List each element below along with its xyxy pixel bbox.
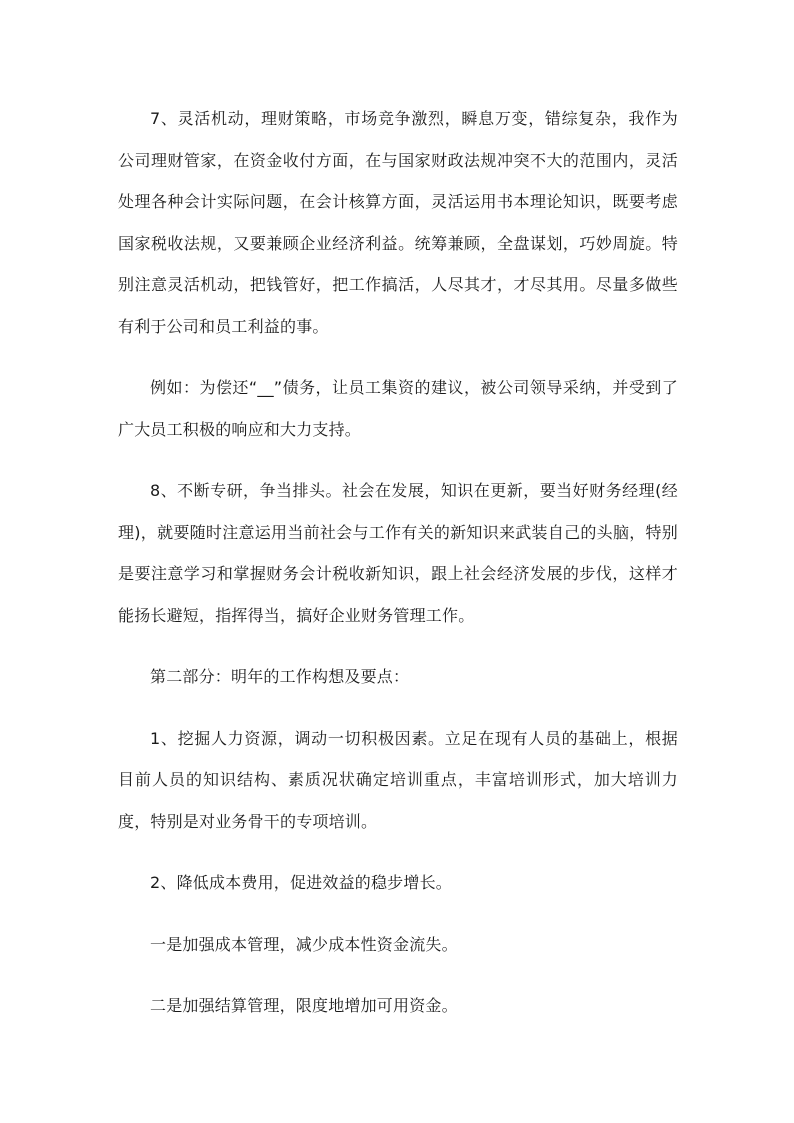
paragraph-gap [118,636,678,656]
paragraph-gap [118,450,678,470]
paragraph-reduce-costs: 2、降低成本费用，促进效益的稳步增长。 [150,873,452,892]
paragraph-settlement-management: 二是加强结算管理，限度地增加可用资金。 [150,996,458,1015]
paragraph-cost-management: 一是加强成本管理，减少成本性资金流失。 [150,934,458,954]
paragraph-human-resources: 1、挖掘人力资源，调动一切积极因素。立足在现有人员的基础上，根据目前人员的知识结构、素质况状确定培训重点，丰富培训形式，加大培训力度，特别是对业务骨干的专项培训。 [118,728,678,831]
paragraph-gap [118,842,678,862]
paragraph-gap [118,347,678,367]
paragraph-flexible-finance: 7、灵活机动，理财策略，市场竞争激烈，瞬息万变，错综复杂，我作为公司理财管家，在资金收付方面，在与国家财政法规冲突不大的范围内，灵活处理各种会计实际问题，在会计核算方面，灵活运用书本理论知识，既要考虑国家税收法规，又要兼顾企业经济利益。统筹兼顾，全盘谋划，巧妙周旋。特别注意灵活机动，把钱管好，把工作搞活，人尽其才，才尽其用。尽量多做些有利于公司和员工利益的事。 [118,109,678,336]
paragraph-continuous-study: 8、不断专研，争当排头。社会在发展，知识在更新，要当好财务经理(经理)，就要随时注意运用当前社会与工作有关的新知识来武装自己的头脑，特别是要注意学习和掌握财务会计税收新知识，跟上社会经济发展的步伐，这样才能扬长避短，指挥得当，搞好企业财务管理工作。 [118,481,678,625]
section-heading-part-two: 第二部分：明年的工作构想及要点： [150,667,410,686]
paragraph-example: 例如：为偿还“__”债务，让员工集资的建议，被公司领导采纳，并受到了广大员工积极的响应和大力支持。 [118,378,678,439]
paragraph-gap [118,965,678,985]
paragraph-gap [118,698,678,718]
paragraph-gap [118,904,678,924]
document-body [118,98,678,1027]
